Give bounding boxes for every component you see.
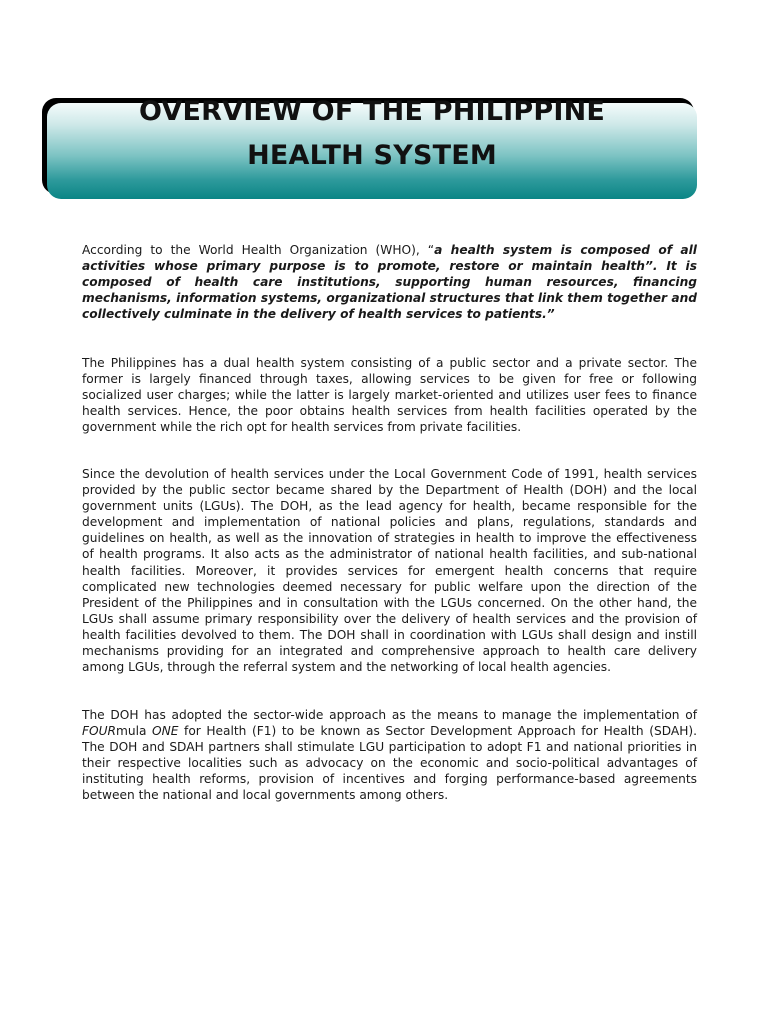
fourmula-mula-text: mula — [116, 724, 153, 739]
page-title — [47, 90, 697, 178]
swap-text-a: The DOH has adopted the sector-wide approach as the means to manage the implementation of — [82, 708, 697, 722]
paragraph-dual-system: The Philippines has a dual health system consisting of a public sector and a private sector. The former is largely financed through taxes, allowing services to be given for free or following socialized user charges; while the latter is largely market-oriented and utilizes user fees to finance health services. Hence, the poor obtains health services from health facilities operated by the government while the rich opt for health services from private facilities. — [82, 356, 697, 435]
title-line-2: HEALTH SYSTEM — [247, 140, 497, 171]
paragraph-devolution: Since the devolution of health services under the Local Government Code of 1991, health services provided by the public sector became shared by the Department of Health (DOH) and the local government units (LGUs). The DOH, as the lead agency for health, became responsible for the development and implementation of national policies and plans, regulations, standards and guidelines on health, as well as the innovation of strategies in health to improve the effectiveness of health programs. It also acts as the administrator of national health facilities, and sub-national health facilities. Moreover, it provides services for emergent health concerns that require complicated new technologies deemed necessary for public welfare upon the direction of the President of the Philippines and in consultation with the LGUs concerned. On the other hand, the LGUs shall assume primary responsibility over the delivery of health services and the provision of health facilities devolved to them. The DOH shall in coordination with LGUs shall design and instill mechanisms providing for an integrated and comprehensive approach to health care delivery among LGUs, through the referral system and the networking of local health agencies. — [82, 467, 697, 675]
swap-text-b: for Health (F1) to be known as Sector Development Approach for Health (SDAH). The DOH and SDAH partners shall stimulate LGU participation to adopt F1 and national priorities in their respective localities such as advocacy on the economic and socio-political advantages of instituting health reforms, provision of incentives and forging performance-based agreements between the national and local governments among others. — [82, 724, 697, 803]
paragraph-who-definition — [82, 242, 697, 322]
paragraph-sector-wide-approach — [82, 707, 697, 804]
who-intro-text: According to the World Health Organization (WHO), “ — [82, 243, 435, 257]
who-quote-text: a health system is composed of all activities whose primary purpose is to promote, restore or maintain health”. It is composed of health care institutions, supporting human resources, financing mechanisms, information systems, organizational structures that link them together and collectively culminate in the delivery of health services to patients.” — [82, 243, 697, 322]
title-line-1: OVERVIEW OF THE PHILIPPINE — [138, 96, 606, 127]
fourmula-one-text: ONE — [152, 724, 179, 739]
fourmula-four-text: FOUR — [82, 724, 116, 739]
